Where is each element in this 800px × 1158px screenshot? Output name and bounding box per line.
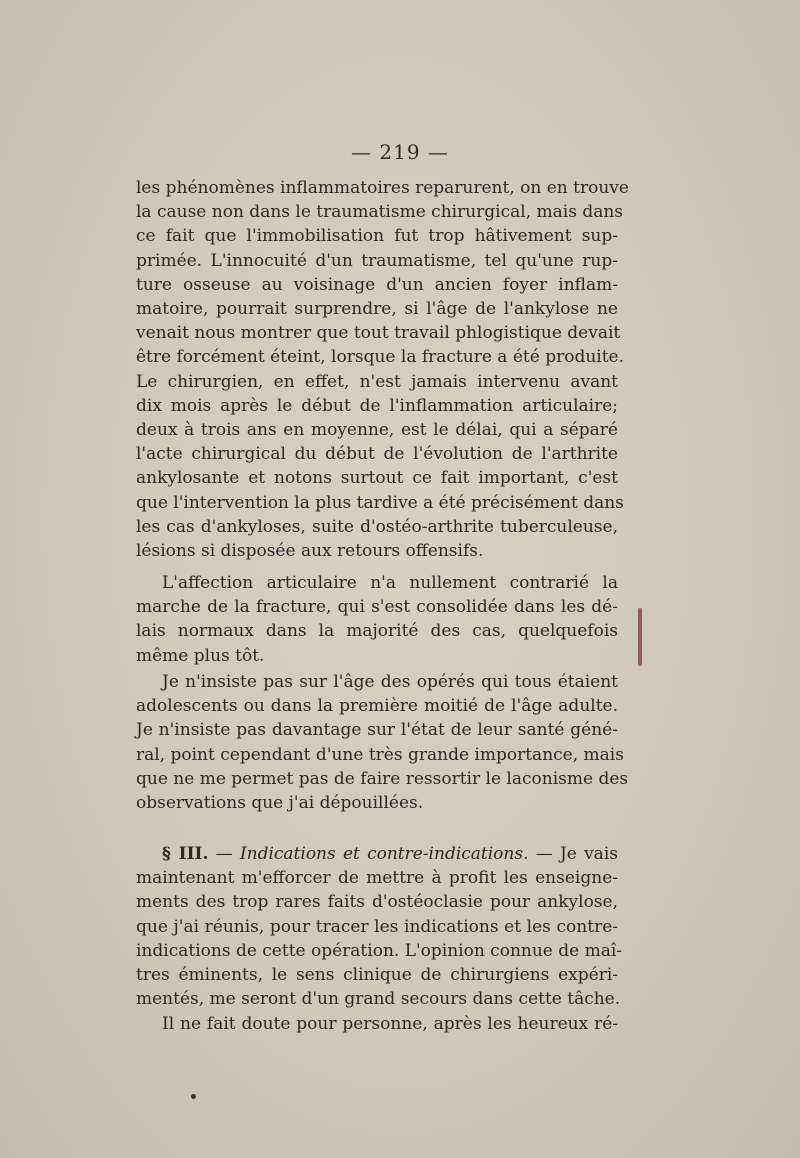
dash: — — [208, 844, 240, 864]
text-line: être forcément éteint, lorsque la fracture a été produite. — [136, 347, 625, 368]
text-line: maintenant m'efforcer de mettre à profit les enseigne- — [136, 868, 618, 889]
text-line: ankylosante et notons surtout ce fait important, c'est — [136, 468, 618, 489]
section-paragraph — [136, 842, 623, 1011]
text-line: mentés, me seront d'un grand secours dans cette tâche. — [136, 989, 621, 1010]
text-line: marche de la fracture, qui s'est consolidée dans les dé- — [136, 597, 618, 618]
section-heading-line — [136, 842, 618, 866]
text-line: deux à trois ans en moyenne, est le délai, qui a séparé — [136, 420, 618, 441]
text-line: venait nous montrer que tout travail phlogistique devait — [136, 323, 621, 344]
text-line: ce fait que l'immobilisation fut trop hâtivement sup- — [136, 226, 618, 247]
text-line: que l'intervention la plus tardive a été précisément dans — [136, 492, 624, 513]
text-run: — Je vais — [528, 844, 618, 864]
paragraph-2 — [136, 571, 618, 668]
text-line: indications de cette opération. L'opinion connue de maî- — [136, 940, 623, 961]
text-line: matoire, pourrait surprendre, si l'âge de l'ankylose ne — [136, 299, 618, 320]
text-line: l'acte chirurgical du début de l'évolution de l'arthrite — [136, 444, 618, 465]
text-line: tres éminents, le sens clinique de chirurgiens expéri- — [136, 965, 618, 986]
page-number: — 219 — — [351, 140, 449, 164]
text-line: Il ne fait doute pour personne, après les heureux ré- — [162, 1014, 618, 1034]
section-title: Indications et contre-indications. — [239, 844, 529, 864]
text-line: Le chirurgien, en effet, n'est jamais intervenu avant — [136, 371, 618, 392]
paragraph-1 — [136, 176, 629, 563]
text-line: observations que j'ai dépouillées. — [136, 793, 424, 814]
ink-dot — [191, 1094, 196, 1099]
paragraph-3 — [136, 670, 629, 815]
text-line: lésions si disposée aux retours offensifs. — [136, 541, 484, 562]
ink-stain — [638, 608, 642, 666]
text-line: Je n'insiste pas sur l'âge des opérés qui tous étaient — [162, 672, 618, 692]
text-line: adolescents ou dans la première moitié de l'âge adulte. — [136, 696, 618, 717]
text-line: Je n'insiste pas davantage sur l'état de leur santé géné- — [136, 720, 618, 741]
text-line: que j'ai réunis, pour tracer les indications et les contre- — [136, 916, 618, 937]
text-line: lais normaux dans la majorité des cas, quelquefois — [136, 621, 618, 642]
text-line: dix mois après le début de l'inflammation articulaire; — [136, 395, 618, 416]
text-line: ral, point cependant d'une très grande importance, mais — [136, 744, 624, 765]
paragraph-5 — [136, 1012, 618, 1036]
text-line: L'affection articulaire n'a nullement contrarié la — [162, 573, 618, 593]
text-line: les phénomènes inflammatoires reparurent, on en trouve — [136, 178, 629, 198]
text-line: ments des trop rares faits d'ostéoclasie pour ankylose, — [136, 892, 618, 913]
text-line: que ne me permet pas de faire ressortir le laconisme des — [136, 768, 629, 789]
section-number: § III. — [162, 844, 209, 864]
text-line: ture osseuse au voisinage d'un ancien foyer inflam- — [136, 274, 618, 295]
text-line: les cas d'ankyloses, suite d'ostéo-arthrite tuberculeuse, — [136, 516, 618, 537]
text-line: même plus tôt. — [136, 645, 265, 666]
text-line: la cause non dans le traumatisme chirurgical, mais dans — [136, 202, 624, 223]
text-line: primée. L'innocuité d'un traumatisme, tel qu'une rup- — [136, 250, 618, 271]
